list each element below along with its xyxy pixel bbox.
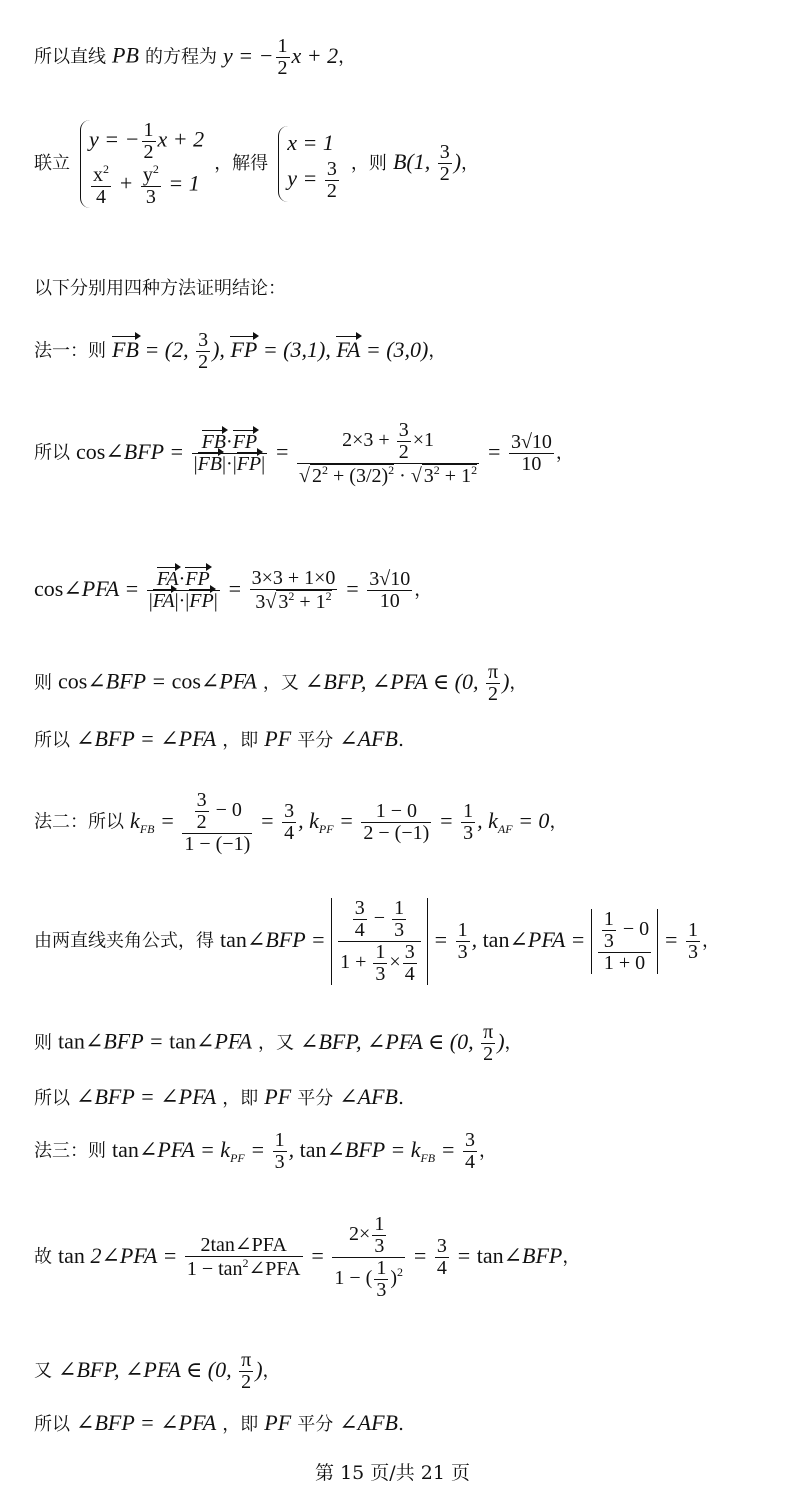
line-range-3: 又 ∠BFP, ∠PFA ∈ (0, $\frac{\pi}{2}$ )， [34, 1349, 281, 1393]
math-double-angle: tan 2∠PFA = $\frac{\text{2tan∠PFA}}{1 - \tan^2\angle PFA}$ = 2× $\frac{1}{3}$ 1 − ( $\frac{1}{3}$ )$^2$ = $\frac{3}{4}$ = tan∠BFP [58, 1213, 563, 1301]
math-b-point: B(1, $\frac{3}{2}$ ) [392, 141, 462, 186]
text: ，即 [222, 1414, 259, 1435]
line-conclusion-3: 所以 ∠BFP = ∠PFA ，即 PF 平分 ∠AFB. [34, 1410, 405, 1435]
text: ，则 [350, 153, 387, 174]
line-method1-vectors: 法一：则 FB = (2, $\frac{3}{2}$ ), FP = (3,1), FA = (3,0)， [34, 329, 447, 373]
text: 所以 [34, 1088, 70, 1109]
line-double-angle: 故 tan 2∠PFA = $\frac{\text{2tan∠PFA}}{1 - \tan^2\angle PFA}$ = 2× $\frac{1}{3}$ 1 − ( $\frac{1}{3}$ )$^2$ = $\frac{3}{4}$ = tan∠BFP， [34, 1213, 581, 1301]
math-range-2: ∠BFP, ∠PFA ∈ (0, $\frac{\pi}{2}$ ) [300, 1021, 505, 1065]
math-vectors: FB = (2, $\frac{3}{2}$ ), FP = (3,1), FA = (3,0) [112, 329, 429, 373]
math-angle-equal: ∠BFP = ∠PFA [76, 726, 217, 751]
math-pb: PB [112, 42, 139, 68]
math-method3: tan∠PFA = $k_{PF}$ = $\frac{1}{3}$ , tan∠BFP = $k_{FB}$ = $\frac{3}{4}$ [112, 1129, 475, 1173]
text: ，又 [262, 672, 299, 694]
line-cos-equal: 则 cos∠BFP = cos∠PFA ，又 ∠BFP, ∠PFA ∈ (0, $\frac{\pi}{2}$ )， [34, 661, 528, 705]
line-tan-formula: 由两直线夹角公式，得 tan∠BFP = $\frac{3}{4}$ − $\frac{1}{3}$ 1 + $\frac{1}{3}$ × $\frac{3}{4}$ = $\frac{1}{3}$ , tan∠PFA = $\frac{1}{3}$ − 0 1 + 0 = $\frac{1}{3}$ ， [34, 897, 720, 985]
line-tan-equal: 则 tan∠BFP = tan∠PFA ，又 ∠BFP, ∠PFA ∈ (0, $\frac{\pi}{2}$ )， [34, 1021, 523, 1065]
text: 平分 [297, 1088, 334, 1109]
text: 则 [34, 1032, 52, 1054]
page-footer: 第 15 页/共 21 页 [315, 1462, 470, 1484]
text: 法三：则 [34, 1140, 106, 1162]
text: ，即 [222, 1088, 259, 1109]
text: 平分 [297, 730, 334, 751]
line-cos-pfa: cos∠PFA = $\frac{FA\cdot FP}{|FA|\cdot|FP|}$ = $\frac{3\times 3 + 1\times 0}{3√ 3^2 + 1^2}$ = $\frac{3√10}{10}$ ， [34, 567, 433, 613]
text: ，解得 [214, 153, 269, 174]
text: 以下分别用四种方法证明结论： [34, 278, 286, 299]
text: 所以 [34, 1414, 70, 1435]
text: ，即 [222, 730, 259, 751]
text: 故 [34, 1246, 52, 1268]
text: 的方程为 [144, 46, 217, 68]
math-slopes: $k_{FB}$ = $\frac{3}{2}$ − 0 1 − (−1) = $\frac{3}{4}$ , $k_{PF}$ = $\frac{1 - 0}{2 - (-1)}$ = $\frac{1}{3}$ , $k_{AF} = 0$ [130, 789, 550, 855]
text: 则 [34, 672, 52, 694]
text: 法二：所以 [34, 811, 124, 833]
text: 所以 [34, 442, 70, 464]
math-cos-equal: cos∠BFP = cos∠PFA [58, 668, 257, 694]
text: 联立 [34, 153, 70, 174]
line-methods-intro [34, 274, 286, 300]
math-range: ∠BFP, ∠PFA ∈ (0, $\frac{\pi}{2}$ ) [304, 661, 510, 705]
text: 法一：则 [34, 340, 106, 362]
line-conclusion-1: 所以 ∠BFP = ∠PFA ，即 PF 平分 ∠AFB. [34, 726, 405, 751]
line-pb-equation: 所以直线 PB 的方程为 y = − $\frac{1}{2}$ x + 2， [34, 35, 357, 79]
math-cos-bfp: cos∠BFP = $\frac{FB\cdot FP}{|FB|\cdot|FP|}$ = 2×3 + $\frac{3}{2}$ ×1 √ $2^2 + (3/2)^2$ · √ $3^2 + 1^2$ = $\frac{3√10}{10}$ [76, 419, 552, 487]
system-brace: y = − $\frac{1}{2}$ x + 2 $\frac{x^2}{4}$ + $\frac{y^2}{3}$ = 1 [80, 120, 204, 208]
text: 平分 [297, 1414, 334, 1435]
text: 由两直线夹角公式，得 [34, 930, 214, 952]
text: 所以直线 [34, 46, 106, 68]
line-cos-bfp: 所以 cos∠BFP = $\frac{FB\cdot FP}{|FB|\cdot|FP|}$ = 2×3 + $\frac{3}{2}$ ×1 √ $2^2 + (3/2)^2$ · √ $3^2 + 1^2$ = $\frac{3√10}{10}$ ， [34, 419, 574, 487]
math-tan-values: tan∠BFP = $\frac{3}{4}$ − $\frac{1}{3}$ 1 + $\frac{1}{3}$ × $\frac{3}{4}$ = $\frac{1}{3}$ , tan∠PFA = $\frac{1}{3}$ − 0 1 + 0 = $\frac{1}{3}$ [220, 897, 698, 985]
line-conclusion-2: 所以 ∠BFP = ∠PFA ，即 PF 平分 ∠AFB. [34, 1084, 405, 1109]
text: 所以 [34, 730, 70, 751]
math-cos-pfa: cos∠PFA = $\frac{FA\cdot FP}{|FA|\cdot|FP|}$ = $\frac{3\times 3 + 1\times 0}{3√ 3^2 + 1^2}$ = $\frac{3√10}{10}$ [34, 567, 411, 613]
math-tan-equal: tan∠BFP = tan∠PFA [58, 1028, 252, 1054]
math-eq1: y = − $\frac{1}{2}$ x + 2 [223, 35, 339, 79]
text: 又 [34, 1360, 52, 1382]
line-method2-slopes: 法二：所以 $k_{FB}$ = $\frac{3}{2}$ − 0 1 − (−1) = $\frac{3}{4}$ , $k_{PF}$ = $\frac{1 - 0}{2 - (-1)}$ = $\frac{1}{3}$ , $k_{AF} = 0$， [34, 789, 568, 855]
line-system: 联立 y = − $\frac{1}{2}$ x + 2 $\frac{x^2}{4}$ + $\frac{y^2}{3}$ = 1 ，解得 x = 1 y = $\frac{3}{2}$ ，则 B(1, $\frac{3}{2}$ )， [34, 119, 480, 208]
line-method3: 法三：则 tan∠PFA = $k_{PF}$ = $\frac{1}{3}$ , tan∠BFP = $k_{FB}$ = $\frac{3}{4}$ ， [34, 1129, 497, 1173]
solution-brace: x = 1 y = $\frac{3}{2}$ [278, 126, 341, 202]
text: ，又 [258, 1032, 294, 1054]
